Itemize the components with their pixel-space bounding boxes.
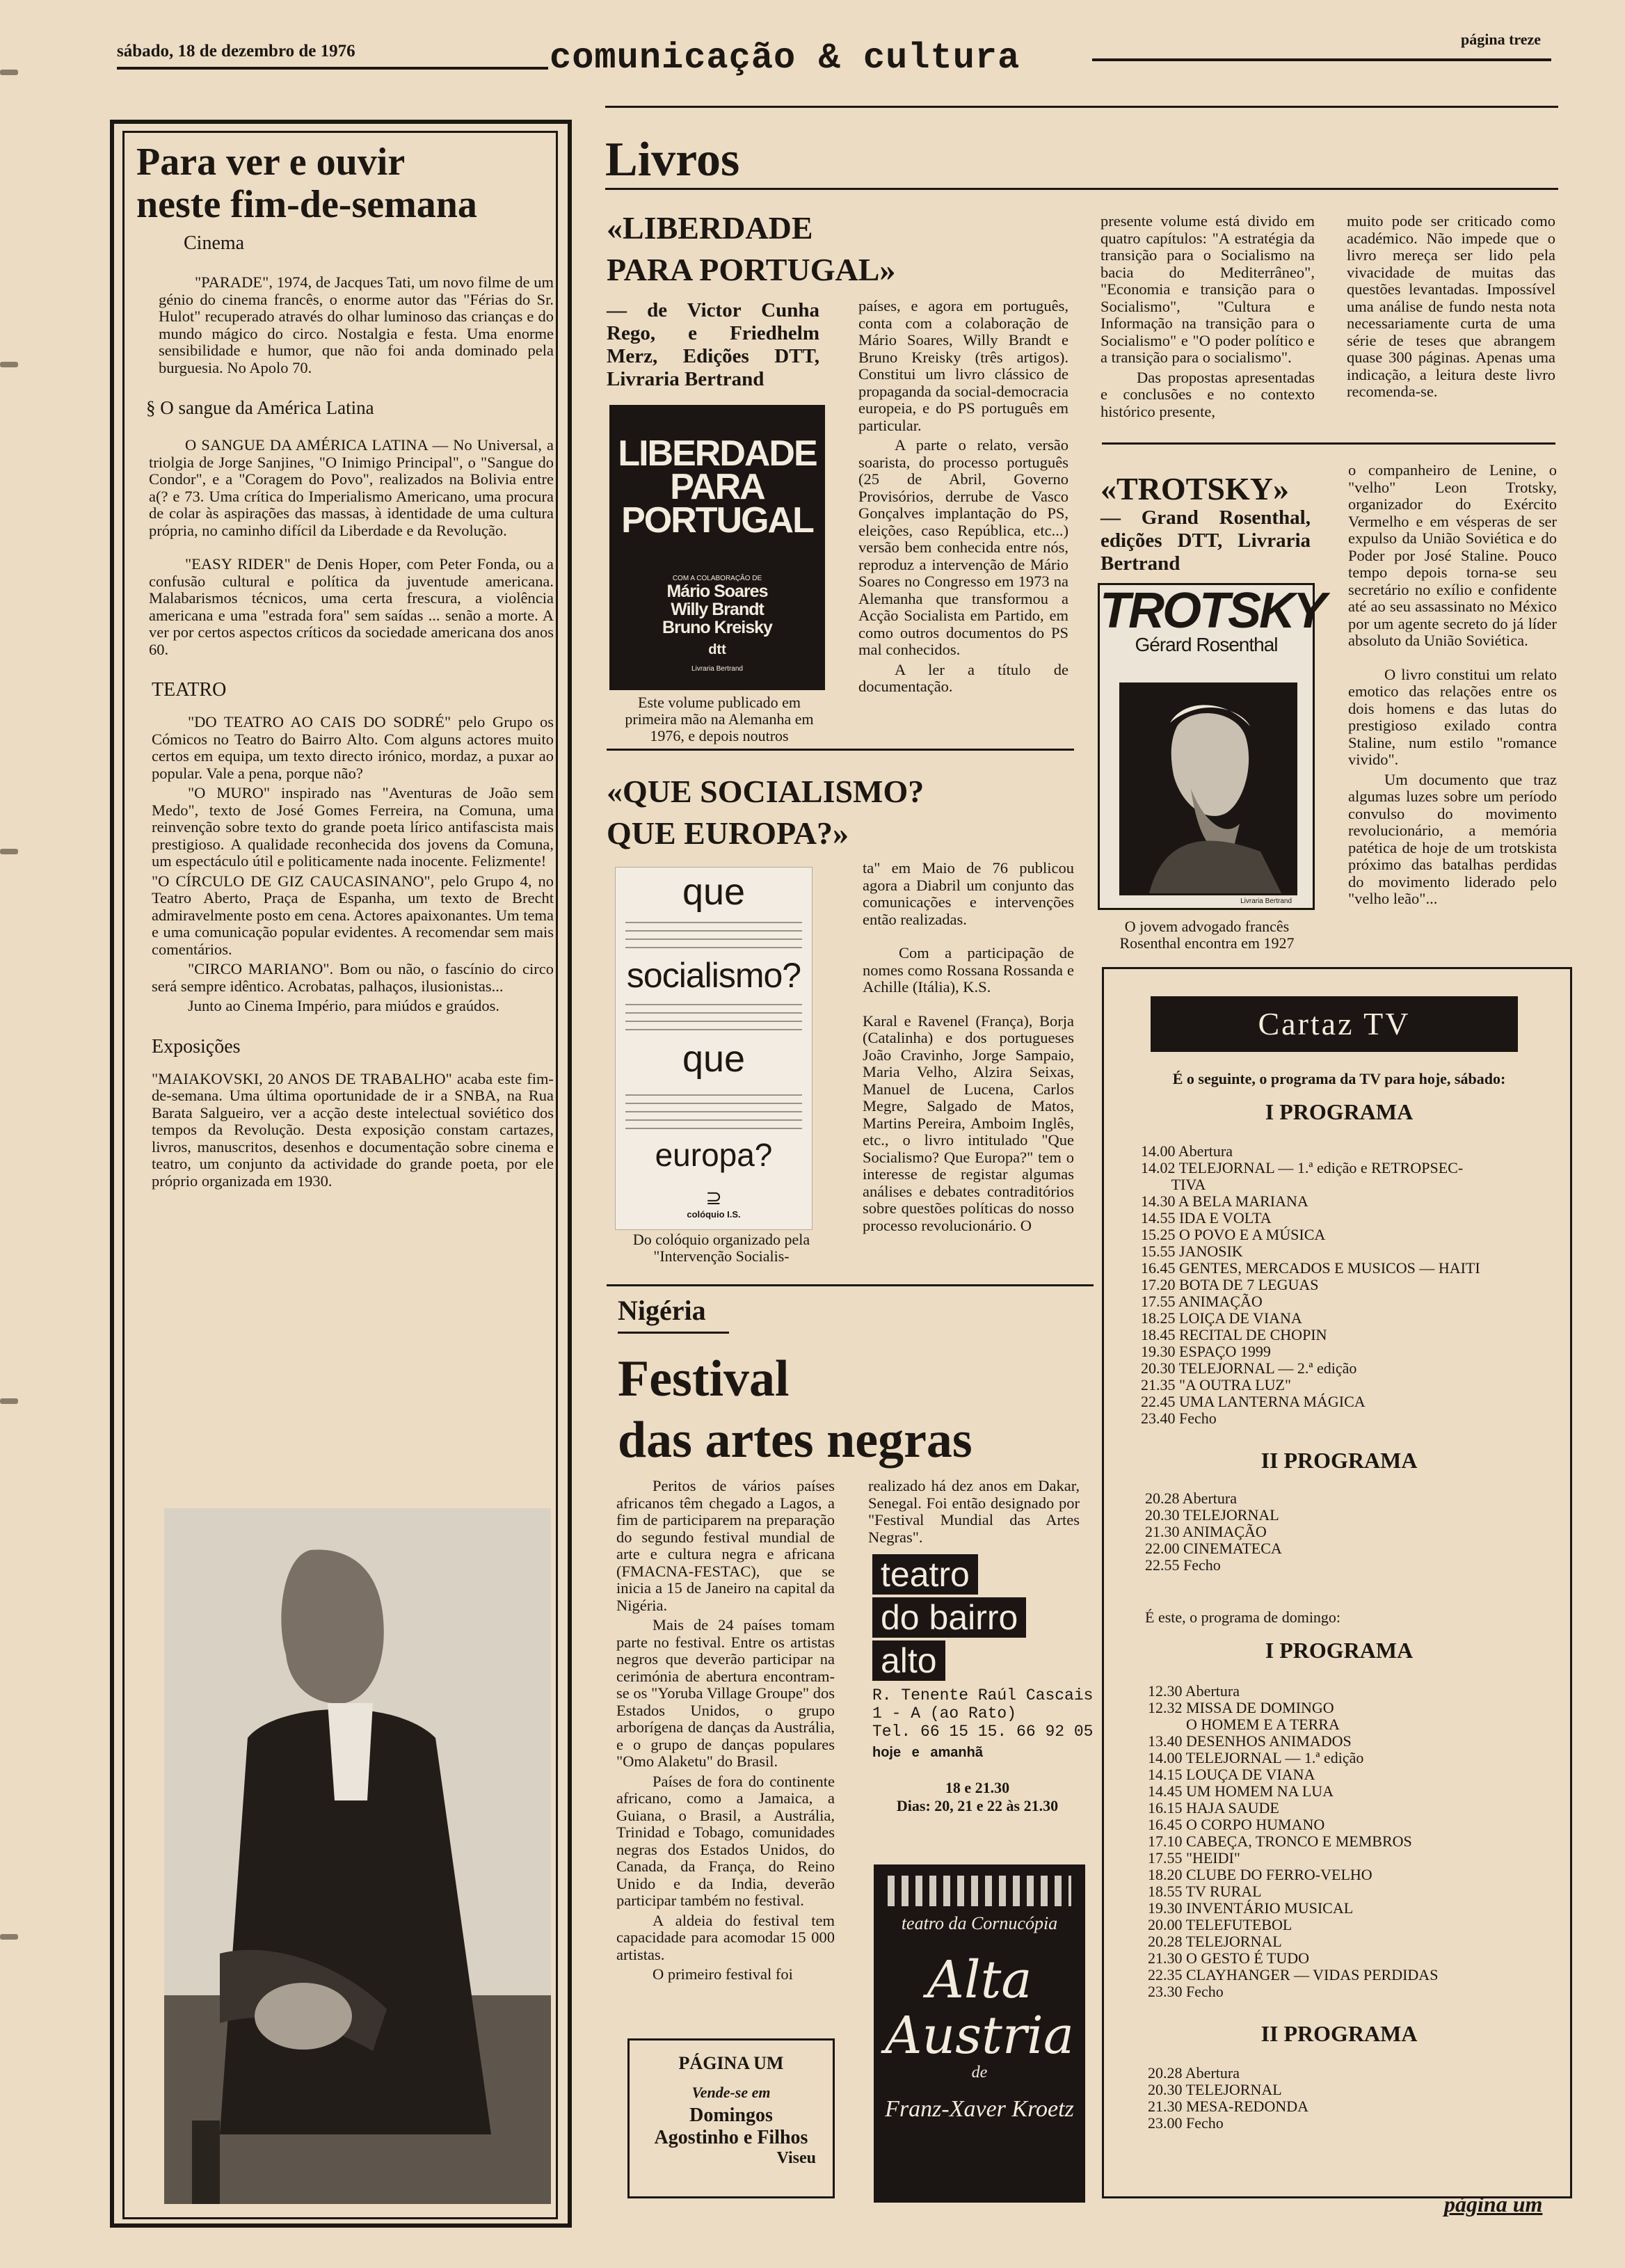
- book2-cover-logo-icon: ⊇: [705, 1187, 722, 1208]
- left-title-line2: neste fim-de-semana: [136, 183, 477, 226]
- book3-caption: O jovem advogado francês Rosenthal encontra em 1927: [1119, 918, 1295, 952]
- book1-title: [607, 207, 896, 291]
- book2-cover-names: [625, 920, 802, 948]
- book1-col4-paragraph: muito pode ser criticado como académico. Não impede que o livro mereça ser lido pela vivacidade de muitas das questões levantadas. Impossível uma análise de fundo nesta nota necessariamente curta de uma série de teses que abrangem quase 300 páginas. Apenas uma indicação, a leitura deste livro recomenda-se.: [1347, 212, 1555, 400]
- binder-hole: [0, 849, 18, 854]
- left-column: [136, 142, 554, 1192]
- book2-cover: [615, 867, 812, 1230]
- tv-intro-saturday: É o seguinte, o programa da TV para hoje, sábado:: [1172, 1070, 1506, 1087]
- book2-cover-word: que: [682, 1038, 746, 1080]
- book2-title: [607, 771, 924, 854]
- tv-program-entry: 21.30 ANIMAÇÃO: [1145, 1523, 1267, 1540]
- tv-program-entry: 20.28 Abertura: [1145, 1490, 1237, 1507]
- masthead-date: sábado, 18 de dezembro de 1976: [117, 42, 355, 61]
- tv-program-entry: 20.28 TELEJORNAL: [1148, 1933, 1282, 1950]
- pagina-um-line: Vende-se em: [691, 2084, 771, 2101]
- book1-cover-title: [609, 433, 825, 541]
- nigeria-title-line2: das artes negras: [618, 1412, 972, 1469]
- book1-cover-logo: dtt: [708, 642, 726, 657]
- book2-caption: Do colóquio organizado pela "Intervenção Socialis-: [632, 1231, 810, 1265]
- book1-col2-paragraph: A ler a título de documentação.: [858, 660, 1068, 695]
- pagina-um-box: [627, 2038, 835, 2198]
- tv-prog-heading: I PROGRAMA: [1265, 1638, 1414, 1663]
- tv-program-entry: 17.55 "HEIDI": [1148, 1849, 1240, 1867]
- cinema-heading: Cinema: [184, 232, 245, 254]
- tv-program-entry: 18.45 RECITAL DE CHOPIN: [1141, 1326, 1327, 1343]
- maiakovski-photo: [164, 1508, 551, 2204]
- sangue-paragraph: O SANGUE DA AMÉRICA LATINA — No Universal, a triolgia de Jorge Sanjines, "O Inimigo Principal", o "Sangue do Condor", e a "Coragem do Povo", realizados na Bolivia entre a(? e 73. Uma crítica do Imperialismo Americano, uma procura de colar às aspirações das massas, à identidade de uma cultura própria, no caminho difícil da Liberdade e da Revolução.: [149, 436, 554, 539]
- nigeria-paragraph: A aldeia do festival tem capacidade para acomodar 15 000 artistas.: [616, 1911, 835, 1963]
- cornucopia-author: Franz-Xaver Kroetz: [885, 2096, 1074, 2122]
- tv-program-entry: 18.20 CLUBE DO FERRO-VELHO: [1148, 1866, 1372, 1883]
- book2-col2-paragraph: Karal e Ravenel (França), Borja (Catalinha) e dos portugueses João Cravinho, Jorge Sampaio, Maria Velho, Alzira Seixas, Manuel de Lucena, Carlos Megre, Salgado de Matos, Martins Pereira, Amboim Inglês, etc., o livro intitulado "Que Socialismo? Que Europa?" tem o interesse de registar algumas análises e debates contraditórios sobre questões políticas do nosso processo revolucionário. O: [863, 1012, 1074, 1234]
- book1-col2: [858, 298, 1068, 698]
- binder-hole: [0, 1398, 18, 1404]
- nigeria-kicker-rule: [618, 1332, 729, 1334]
- book1-cover-publisher: Livraria Bertrand: [691, 665, 743, 673]
- cinema-text: [136, 274, 554, 376]
- book1-col3: [1100, 213, 1315, 423]
- book1-title-line1: «LIBERDADE: [607, 210, 813, 246]
- ad-teatro-line: do bairro: [872, 1597, 1026, 1638]
- teatro-text: [136, 714, 554, 1015]
- book1-col3-paragraph: presente volume está divido em quatro capítulos: "A estratégia da transição para o Socialismo na bacia do Mediterrâneo", "Economia e transição para o Socialismo", "Cultura e Informação na transição para o Socialismo" e "O poder político e a transição para o socialismo".: [1100, 212, 1315, 366]
- nigeria-paragraph: Peritos de vários países africanos têm chegado a Lagos, a fim de participarem na preparação do segundo festival mundial de arte e cultura negra e africana (FMACNA-FESTAC), que se inicia a 15 de Janeiro na capital da Nigéria.: [616, 1477, 835, 1614]
- tv-program-entry: 20.28 Abertura: [1148, 2064, 1240, 2082]
- book1-byline: — de Victor Cunha Rego, e Friedhelm Merz, Edições DTT, Livraria Bertrand: [607, 299, 819, 390]
- exposicoes-text: [136, 1071, 554, 1190]
- nigeria-paragraph: O primeiro festival foi: [653, 1965, 793, 1983]
- livros-title: Livros: [605, 133, 740, 186]
- maiakovski-photo-drawing: [164, 1508, 551, 2204]
- tv-saturday-program1: [1120, 1143, 1558, 1427]
- tv-program-entry: 22.35 CLAYHANGER — VIDAS PERDIDAS: [1148, 1966, 1439, 1983]
- cornucopia-ad: [874, 1864, 1085, 2203]
- book3-cover-publisher: Livraria Bertrand: [1240, 897, 1292, 905]
- tv-program-entry: 16.45 GENTES, MERCADOS E MUSICOS — HAITI: [1141, 1259, 1480, 1277]
- book2-cover-word: europa?: [655, 1137, 773, 1173]
- tv-program-entry: 17.55 ANIMAÇÃO: [1141, 1293, 1263, 1310]
- book2-title-line1: «QUE SOCIALISMO?: [607, 774, 924, 809]
- book2-title-line2: QUE EUROPA?»: [607, 815, 849, 851]
- maiakovski-paragraph: "MAIAKOVSKI, 20 ANOS DE TRABALHO" acaba este fim-de-semana. Uma última oportunidade de ir a SNBA, na Rua Barata Salgueiro, ver a acção deste intelectual soviético dos tempos da Revolução. Desta exposição constam cartazes, livros, manuscritos, desenhos e documentação sobre cinema e teatro, um conjunto da actividade do grande poeta, por ele próprio organizada em 1930.: [152, 1069, 554, 1190]
- tv-sunday-program1: [1120, 1683, 1558, 2000]
- book2-col2-paragraph: Com a participação de nomes como Rossana Rossanda e Achille (Itália), K.S.: [863, 944, 1074, 996]
- teatro-bairro-alto-ad: [872, 1554, 1094, 1815]
- ad-teatro-hoje: hoje e amanhã: [872, 1745, 983, 1760]
- teatro-paragraph: Junto ao Cinema Império, para miúdos e graúdos.: [188, 997, 500, 1014]
- cornucopia-title-line: Alta: [927, 1950, 1032, 2010]
- tv-program-entry: 20.30 TELEJORNAL: [1145, 1506, 1279, 1524]
- cornucopia-title-line: Austria: [885, 2006, 1074, 2066]
- tv-program-entry: 12.32 MISSA DE DOMINGO: [1148, 1699, 1334, 1716]
- tv-program-entry: 22.45 UMA LANTERNA MÁGICA: [1141, 1393, 1366, 1410]
- book1-col2-paragraph: A parte o relato, versão soarista, do processo português (25 de Abril, Governo Provisórios, derrube de Vasco Gonçalves implantação do PS, eleições, caso República, etc...) versão bem conhecida entre nós, reproduz a intervenção de Mário Soares no Congresso em 1973 na Alemanha que transformou a Acção Socialista em Partido, em como outros documentos do PS mal conhecidos.: [858, 436, 1068, 658]
- tv-program-entry: 14.45 UM HOMEM NA LUA: [1148, 1782, 1334, 1800]
- nigeria-col2-paragraph: realizado há dez anos em Dakar, Senegal. Foi então designado por "Festival Mundial das Artes Negras".: [868, 1477, 1080, 1546]
- cornucopia-figures: [888, 1876, 1071, 1906]
- tv-program-entry: 17.10 CABEÇA, TRONCO E MEMBROS: [1148, 1832, 1412, 1850]
- book1-cover-line: PORTUGAL: [621, 500, 813, 541]
- tv-program-entry: 21.30 O GESTO É TUDO: [1148, 1949, 1310, 1967]
- masthead-section-title: comunicação & cultura: [550, 38, 1020, 79]
- book3-col2: [1348, 462, 1557, 911]
- book3-col2-paragraph: O livro constitui um relato emotico das relações entre os dois homens e das lutas do prestigioso exilado contra Staline, num estilo "romance vivido".: [1348, 665, 1557, 768]
- tv-program-entry: 21.30 MESA-REDONDA: [1148, 2098, 1308, 2115]
- masthead-page-number: página treze: [1461, 31, 1542, 48]
- ad-teatro-dias: Dias: 20, 21 e 22 às 21.30: [896, 1797, 1059, 1814]
- tv-program-entry: 14.02 TELEJORNAL — 1.ª edição e RETROPSEC-: [1141, 1159, 1464, 1176]
- tv-program-entry: 22.55 Fecho: [1145, 1556, 1221, 1574]
- book1-cover-line: LIBERDADE: [618, 433, 817, 474]
- ad-teatro-address: 1 - A (ao Rato): [872, 1704, 1017, 1723]
- cornucopia-de: de: [971, 2063, 988, 2082]
- binder-hole: [0, 70, 18, 75]
- livros-rule: [605, 188, 1558, 190]
- pagina-um-line: Viseu: [776, 2149, 816, 2167]
- tv-saturday-program2: [1120, 1490, 1558, 1574]
- cinema-paragraph: "PARADE", 1974, de Jacques Tati, um novo filme de um génio do cinema francês, o enorme autor das "Férias do Sr. Hulot" recuperado através do olhar luminoso das crianças e do mundo mágico do circo. Nostalgia e festa. Uma enorme sensibilidade e humor, que não foi anda dominado pela burguesia. No Apolo 70.: [159, 273, 554, 376]
- pagina-um-title: PÁGINA UM: [678, 2053, 784, 2073]
- tv-program-entry: 15.55 JANOSIK: [1141, 1243, 1243, 1260]
- ad-teatro-line: teatro: [872, 1554, 978, 1595]
- tv-program-entry: 22.00 CINEMATECA: [1145, 1540, 1282, 1557]
- binder-hole: [0, 362, 18, 367]
- book3-cover-title: TROTSKY: [1100, 583, 1325, 639]
- tv-prog-heading: I PROGRAMA: [1265, 1099, 1414, 1124]
- book1-cover-name: Mário Soares: [666, 582, 768, 601]
- pagina-um-logo: página um: [1444, 2191, 1543, 2217]
- book3-cover-author: Gérard Rosenthal: [1135, 634, 1278, 655]
- teatro-paragraph: "DO TEATRO AO CAIS DO SODRÉ" pelo Grupo os Cómicos no Teatro do Bairro Alto. Com alguns actores muito certos em equipa, um texto directo irónico, mordaz, a puxar ao popular. Vale a pena, porque não?: [152, 713, 554, 782]
- binder-hole: [0, 1934, 18, 1940]
- ad-teatro-hora: 18 e 21.30: [945, 1779, 1010, 1796]
- teatro-paragraph: "O MURO" inspirado nas "Aventuras de João sem Medo", texto de José Gomes Ferreira, na Comuna, uma reinvenção sobre texto do grande poeta lírico antifascista mais prestigioso. A qualidade reconhecida dos jovens da Comuna, um espectáculo útil e politicamente nada inocente. Felizmente!: [152, 784, 554, 870]
- nigeria-paragraph: Mais de 24 países tomam parte no festival. Entre os artistas negros que deverão participar na cerimónia de abertura encontram-se os "Yoruba Village Groupe" dos Estados Unidos, o grupo arborígena de danças da Austrália, e o grupo de danças populares "Omo Alaketu" do Brasil.: [616, 1616, 835, 1770]
- trotsky-top-rule: [1102, 442, 1555, 445]
- trotsky-portrait: [1121, 685, 1295, 893]
- ad-teatro-phone: Tel. 66 15 15. 66 92 05: [872, 1723, 1094, 1741]
- tv-program-entry: 23.00 Fecho: [1148, 2114, 1224, 2132]
- nigeria-top-rule: [607, 1284, 1094, 1286]
- top-rule: [605, 106, 1558, 108]
- tv-program-entry: 16.45 O CORPO HUMANO: [1148, 1816, 1325, 1833]
- pagina-um-line: Agostinho e Filhos: [654, 2127, 808, 2148]
- teatro-heading: TEATRO: [152, 679, 227, 701]
- book2-cover-word: que: [682, 871, 746, 913]
- tv-program-entry: 20.30 TELEJORNAL — 2.ª edição: [1141, 1359, 1357, 1377]
- teatro-paragraph: "CIRCO MARIANO". Bom ou não, o fascínio do circo será sempre idêntico. Acrobatas, palhaços, ilusionistas...: [152, 960, 554, 995]
- book1-col3-paragraph: Das propostas apresentadas e conclusões e no contexto histórico presente,: [1100, 368, 1315, 420]
- tv-program-entry: 21.35 "A OUTRA LUZ": [1141, 1376, 1291, 1393]
- tv-program-entry: 14.55 IDA E VOLTA: [1141, 1209, 1272, 1227]
- tv-program-entry: 18.25 LOIÇA DE VIANA: [1141, 1309, 1302, 1327]
- book3-col2-paragraph: o companheiro de Lenine, o "velho" Leon Trotsky, organizador do Exército Vermelho e em vésperas de ser expulso da União Soviética e do Poder por José Staline. Pouco tempo depois torna-se seu secretário no exílio e confidente até ao seu assassinato no México por um agente secreto do já líder absoluto da União Soviética.: [1348, 461, 1557, 649]
- tv-program-entry: 14.15 LOUÇA DE VIANA: [1148, 1766, 1315, 1783]
- book1-caption: Este volume publicado em primeira mão na Alemanha em 1976, e depois noutros: [625, 694, 814, 744]
- masthead-rule-left: [117, 67, 548, 70]
- book1-cover: [609, 405, 825, 690]
- cornucopia-name: teatro da Cornucópia: [901, 1913, 1058, 1933]
- cornucopia-title: [874, 1950, 1085, 2066]
- book1-cover-names: [609, 582, 825, 637]
- tv-program-entry: 23.30 Fecho: [1148, 1983, 1224, 2000]
- nigeria-col1: [616, 1478, 835, 1986]
- book3-cover-photo: [1119, 682, 1297, 895]
- tv-program-entry: 15.25 O POVO E A MÚSICA: [1141, 1226, 1326, 1243]
- left-title-line1: Para ver e ouvir: [136, 141, 406, 184]
- sangue-text: [136, 437, 554, 658]
- tv-intro-sunday: É este, o programa de domingo:: [1145, 1608, 1341, 1626]
- book3-cover: [1098, 583, 1325, 910]
- tv-sunday-program2: [1120, 2065, 1558, 2132]
- tv-program-entry: 12.30 Abertura: [1148, 1682, 1240, 1700]
- book1-col2-paragraph: países, e agora em português, conta com a colaboração de Mário Soares, Willy Brandt e Bruno Kreisky (três artigos). Constitui um livro clássico de propaganda da social-democracia europeia, e do PS português em particular.: [858, 297, 1068, 434]
- tv-program-entry: 14.00 TELEJORNAL — 1.ª edição: [1148, 1749, 1364, 1766]
- exposicoes-heading: Exposições: [152, 1035, 241, 1057]
- ad-teatro-address: R. Tenente Raúl Cascais: [872, 1686, 1094, 1704]
- tv-program-entry: 13.40 DESENHOS ANIMADOS: [1148, 1732, 1352, 1750]
- book3-col2-paragraph: Um documento que traz algumas luzes sobre um período convulso do movimento revolucionário, a memória patética de hoje de um trotskista próximo das batalhas perdidas do movimento liderado pelo "velho leão"...: [1348, 770, 1557, 907]
- tv-listing: [1120, 1070, 1558, 2132]
- book1-title-line2: PARA PORTUGAL»: [607, 252, 896, 287]
- tv-program-entry: 19.30 INVENTÁRIO MUSICAL: [1148, 1899, 1354, 1917]
- ad-teatro-line: alto: [872, 1640, 945, 1681]
- tv-prog-heading: II PROGRAMA: [1260, 1448, 1418, 1473]
- book1-cover-line: PARA: [670, 467, 765, 507]
- book2-cover-names: [625, 1087, 802, 1129]
- tv-program-entry: 17.20 BOTA DE 7 LEGUAS: [1141, 1276, 1319, 1293]
- book2-cover-names: [625, 1003, 802, 1030]
- tv-program-entry: 16.15 HAJA SAUDE: [1148, 1799, 1279, 1816]
- book3-title: «TROTSKY»: [1100, 471, 1289, 506]
- tv-header: Cartaz TV: [1151, 996, 1518, 1052]
- nigeria-kicker: Nigéria: [618, 1295, 706, 1326]
- nigeria-col2: [868, 1478, 1080, 1549]
- tv-program-entry: 20.30 TELEJORNAL: [1148, 2081, 1282, 2098]
- nigeria-title: [618, 1348, 972, 1471]
- tv-program-entry: 23.40 Fecho: [1141, 1409, 1217, 1427]
- socialismo-top-rule: [607, 749, 1074, 751]
- easy-rider-paragraph: "EASY RIDER" de Denis Hoper, com Peter Fonda, ou a confusão cultural e política da juventude americana. Malabarismos técnicos, uma certa frescura, a violência americana e uma "estrada fora" sem saídas ... senão a morte. A ver por certos aspectos críticos da sociedade americana dos anos 60.: [149, 555, 554, 658]
- tv-program-entry: O HOMEM E A TERRA: [1148, 1716, 1340, 1733]
- book2-col2: [863, 860, 1074, 1237]
- nigeria-title-line1: Festival: [618, 1350, 790, 1407]
- sangue-heading: § O sangue da América Latina: [146, 397, 374, 418]
- tv-program-entry: 14.30 A BELA MARIANA: [1141, 1192, 1308, 1210]
- book1-cover-name: Bruno Kreisky: [662, 618, 772, 637]
- book2-col2-paragraph: ta" em Maio de 76 publicou agora a Diabril um conjunto das comunicações e intervenções então realizadas.: [863, 859, 1074, 928]
- book2-cover-word: socialismo?: [626, 956, 801, 995]
- pagina-um-line: Domingos: [689, 2105, 773, 2126]
- tv-prog-heading: II PROGRAMA: [1260, 2021, 1418, 2046]
- tv-program-entry: TIVA: [1141, 1176, 1206, 1193]
- book1-cover-colab: COM A COLABORAÇÃO DE: [672, 575, 762, 582]
- nigeria-paragraph: Países de fora do continente africano, como a Jamaica, a Guiana, o Brasil, a Austrália, Trinidad e Tobago, comunidades negras dos Estados Unidos, do Canada, da França, do Reino Unido e da India, deverão participar também no festival.: [616, 1772, 835, 1909]
- book2-cover-publisher: colóquio I.S.: [687, 1209, 741, 1220]
- book1-col4: [1347, 213, 1555, 404]
- tv-program-entry: 14.00 Abertura: [1141, 1142, 1233, 1160]
- tv-program-entry: 19.30 ESPAÇO 1999: [1141, 1343, 1271, 1360]
- tv-program-entry: 20.00 TELEFUTEBOL: [1148, 1916, 1292, 1933]
- teatro-paragraph: "O CÍRCULO DE GIZ CAUCASINANO", pelo Grupo 4, no Teatro Aberto, Praça de Espanha, um texto de Brecht admiravelmente posto em cena. Actores apaixonantes. Um tema e uma comunicação popular evidentes. A recomendar sem mais comentários.: [152, 872, 554, 958]
- book3-byline: — Grand Rosenthal, edições DTT, Livraria Bertrand: [1100, 506, 1311, 575]
- tv-program-entry: 18.55 TV RURAL: [1148, 1883, 1262, 1900]
- masthead-rule-right: [1092, 58, 1551, 61]
- book1-cover-name: Willy Brandt: [671, 600, 764, 619]
